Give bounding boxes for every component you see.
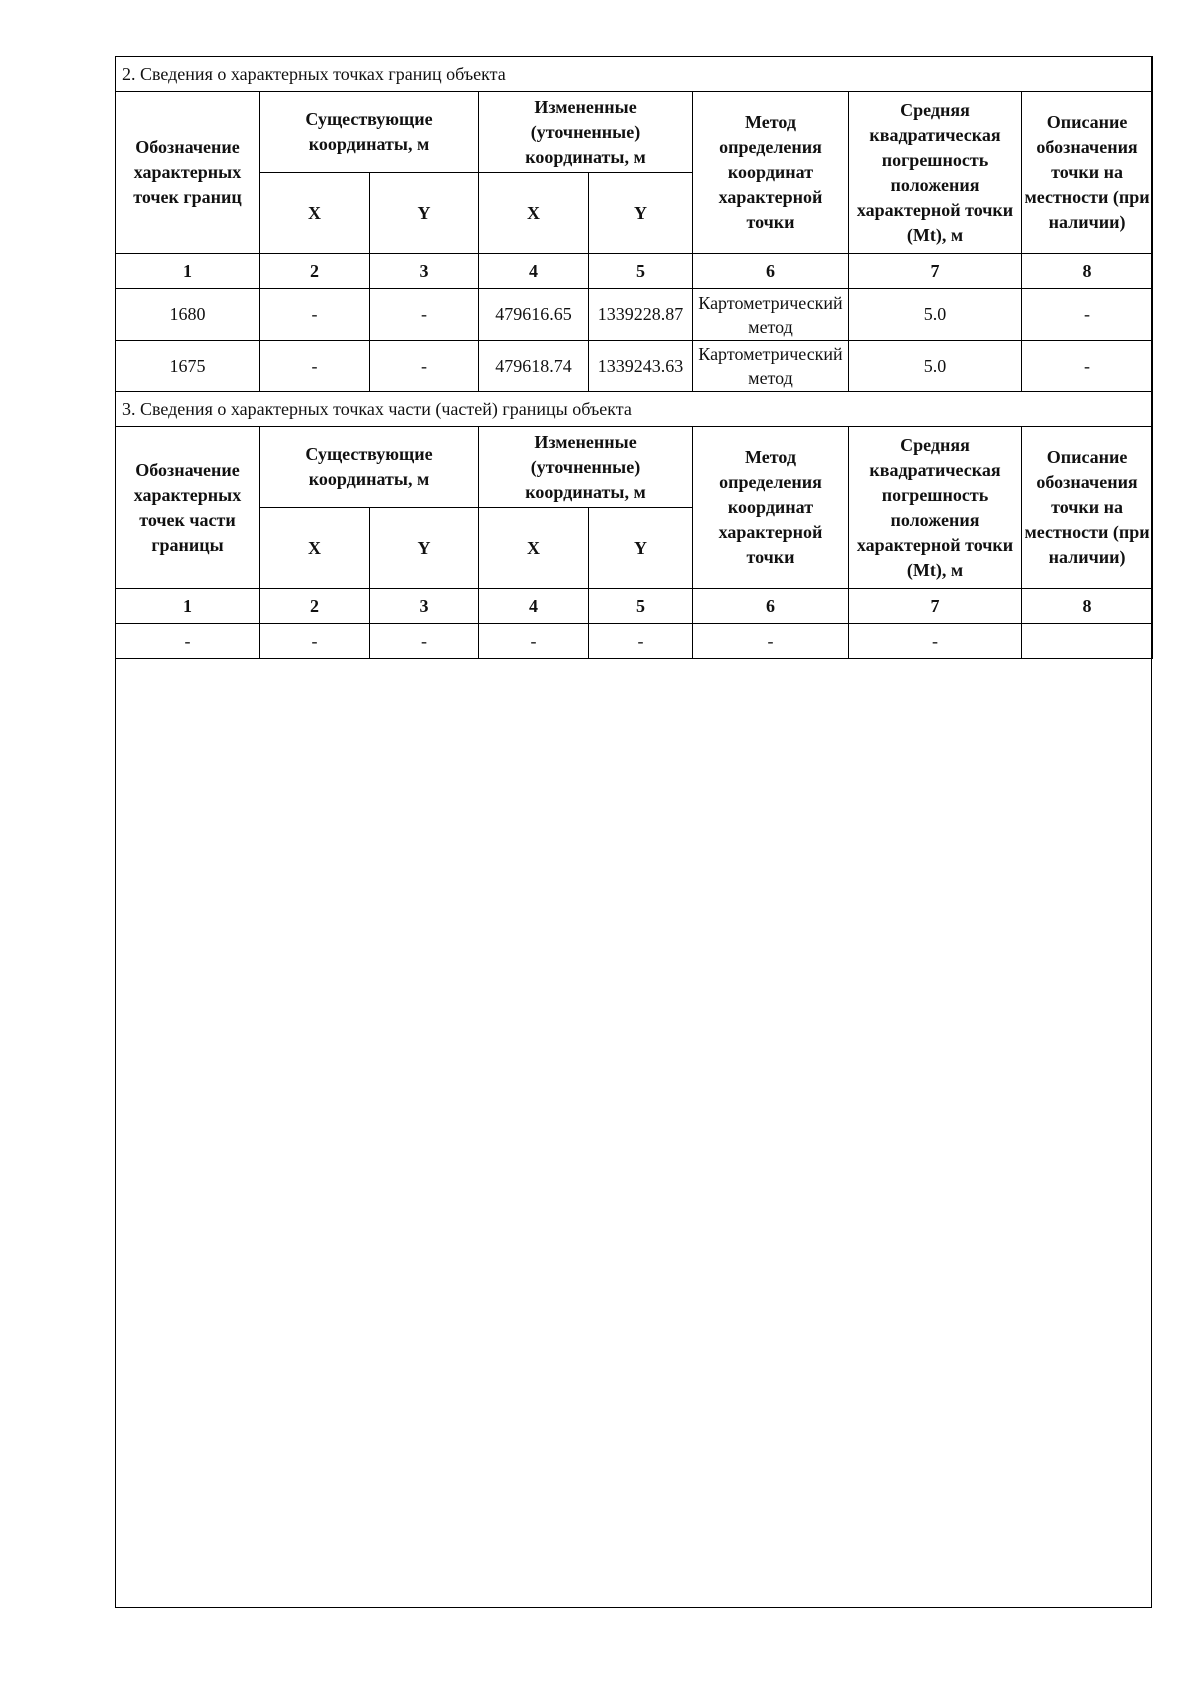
changed-y-value: 1339243.63 (589, 341, 693, 392)
column-number: 3 (370, 589, 479, 624)
boundary-points-table (115, 56, 1153, 392)
point-number: 1680 (116, 289, 260, 341)
column-number: 7 (849, 589, 1022, 624)
header-changed-coords: Измененные (уточненные) координаты, м (479, 92, 693, 173)
section-title: 3. Сведения о характерных точках части (частей) границы объекта (116, 392, 1153, 427)
changed-x-value: 479618.74 (479, 341, 589, 392)
table-row (116, 341, 1153, 392)
header-existing-coords: Существующие координаты, м (260, 427, 479, 508)
header-error: Средняя квадратическая погрешность положения характерной точки (Mt), м (849, 92, 1022, 254)
header-changed-y: Y (589, 508, 693, 589)
point-number: 1675 (116, 341, 260, 392)
header-changed-x: X (479, 173, 589, 254)
existing-y-value: - (370, 289, 479, 341)
column-number: 3 (370, 254, 479, 289)
changed-y-value: 1339228.87 (589, 289, 693, 341)
existing-x-value: - (260, 289, 370, 341)
header-designation: Обозначение характерных точек границ (116, 92, 260, 254)
point-number: - (116, 624, 260, 659)
header-designation: Обозначение характерных точек части границы (116, 427, 260, 589)
part-boundary-points-table (115, 391, 1153, 659)
column-number: 1 (116, 254, 260, 289)
header-description: Описание обозначения точки на местности (при наличии) (1022, 92, 1153, 254)
section-title: 2. Сведения о характерных точках границ объекта (116, 57, 1153, 92)
column-number: 2 (260, 254, 370, 289)
header-existing-coords: Существующие координаты, м (260, 92, 479, 173)
error-value: 5.0 (849, 289, 1022, 341)
column-number: 8 (1022, 589, 1153, 624)
description-value (1022, 624, 1153, 659)
table-row (116, 289, 1153, 341)
existing-y-value: - (370, 341, 479, 392)
error-value: - (849, 624, 1022, 659)
header-changed-coords: Измененные (уточненные) координаты, м (479, 427, 693, 508)
existing-x-value: - (260, 624, 370, 659)
error-value: 5.0 (849, 341, 1022, 392)
description-value: - (1022, 289, 1153, 341)
changed-x-value: 479616.65 (479, 289, 589, 341)
column-number: 2 (260, 589, 370, 624)
header-description: Описание обозначения точки на местности (при наличии) (1022, 427, 1153, 589)
existing-y-value: - (370, 624, 479, 659)
header-error: Средняя квадратическая погрешность положения характерной точки (Mt), м (849, 427, 1022, 589)
header-method: Метод определения координат характерной точки (693, 92, 849, 254)
existing-x-value: - (260, 341, 370, 392)
column-number: 6 (693, 254, 849, 289)
header-existing-y: Y (370, 173, 479, 254)
column-numbers-row (116, 589, 1153, 624)
column-numbers-row (116, 254, 1153, 289)
changed-y-value: - (589, 624, 693, 659)
header-existing-x: X (260, 508, 370, 589)
changed-x-value: - (479, 624, 589, 659)
column-number: 5 (589, 254, 693, 289)
method-value: - (693, 624, 849, 659)
header-method: Метод определения координат характерной точки (693, 427, 849, 589)
table-row (116, 624, 1153, 659)
column-number: 4 (479, 589, 589, 624)
column-number: 4 (479, 254, 589, 289)
header-existing-y: Y (370, 508, 479, 589)
method-value: Картометрический метод (693, 341, 849, 392)
header-changed-x: X (479, 508, 589, 589)
method-value: Картометрический метод (693, 289, 849, 341)
column-number: 1 (116, 589, 260, 624)
description-value: - (1022, 341, 1153, 392)
header-changed-y: Y (589, 173, 693, 254)
column-number: 7 (849, 254, 1022, 289)
column-number: 8 (1022, 254, 1153, 289)
header-existing-x: X (260, 173, 370, 254)
column-number: 5 (589, 589, 693, 624)
column-number: 6 (693, 589, 849, 624)
